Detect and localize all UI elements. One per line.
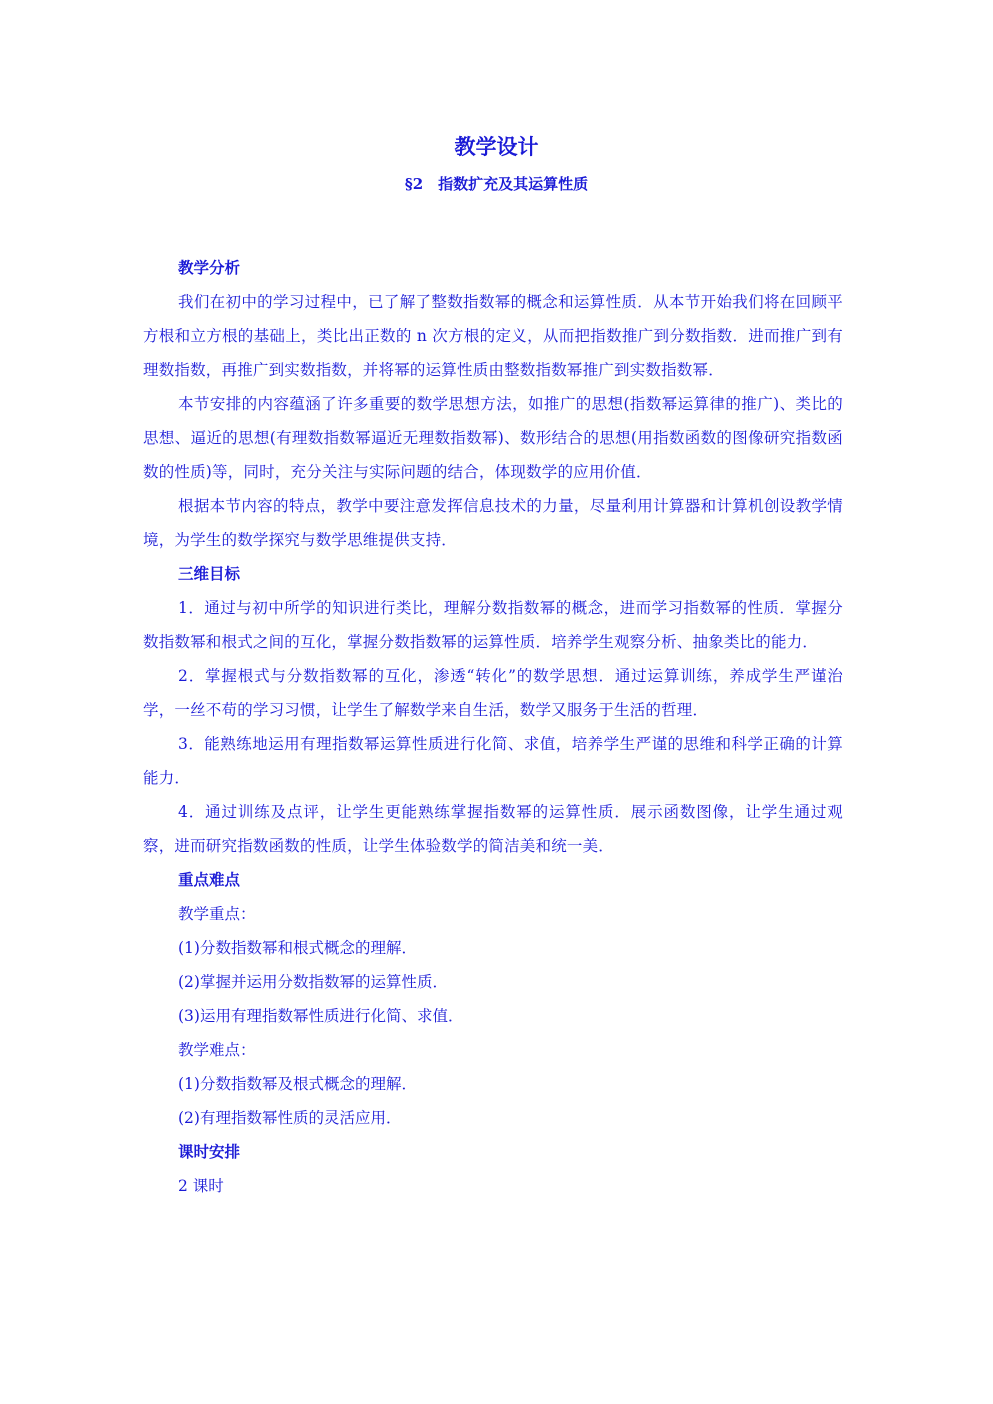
goal-1: 1．通过与初中所学的知识进行类比，理解分数指数幂的概念，进而学习指数幂的性质．掌握分数指数幂和根式之间的互化，掌握分数指数幂的运算性质．培养学生观察分析、抽象类比的能力． bbox=[143, 599, 843, 651]
analysis-paragraph-3: 根据本节内容的特点，教学中要注意发挥信息技术的力量，尽量利用计算器和计算机创设教学情境，为学生的数学探究与数学思维提供支持． bbox=[143, 497, 843, 549]
heading-schedule: 课时安排 bbox=[178, 1142, 241, 1161]
goal-4: 4．通过训练及点评，让学生更能熟练掌握指数幂的运算性质．展示函数图像，让学生通过观察，进而研究指数函数的性质，让学生体验数学的简洁美和统一美． bbox=[143, 803, 843, 855]
goal-3: 3．能熟练地运用有理指数幂运算性质进行化简、求值，培养学生严谨的思维和科学正确的计算能力． bbox=[143, 735, 843, 787]
goal-2: 2．掌握根式与分数指数幂的互化，渗透“转化”的数学思想．通过运算训练，养成学生严谨治学，一丝不苟的学习习惯，让学生了解数学来自生活，数学又服务于生活的哲理． bbox=[143, 667, 843, 719]
focus-item-1: (1)分数指数幂和根式概念的理解． bbox=[178, 939, 417, 957]
difficulty-label: 教学难点： bbox=[178, 1041, 256, 1059]
focus-item-2: (2)掌握并运用分数指数幂的运算性质． bbox=[178, 973, 448, 991]
heading-goals: 三维目标 bbox=[178, 564, 241, 583]
section-subtitle: §2 指数扩充及其运算性质 bbox=[404, 175, 589, 193]
heading-analysis: 教学分析 bbox=[178, 258, 241, 277]
schedule-text: 2 课时 bbox=[178, 1177, 224, 1195]
document-body bbox=[143, 251, 843, 1203]
heading-keypoints: 重点难点 bbox=[178, 870, 241, 889]
difficulty-item-1: (1)分数指数幂及根式概念的理解． bbox=[178, 1075, 417, 1093]
page-title: 教学设计 bbox=[454, 134, 539, 159]
analysis-paragraph-2: 本节安排的内容蕴涵了许多重要的数学思想方法，如推广的思想(指数幂运算律的推广)、类比的思想、逼近的思想(有理数指数幂逼近无理数指数幂)、数形结合的思想(用指数函数的图像研究指数函数的性质)等，同时，充分关注与实际问题的结合，体现数学的应用价值． bbox=[143, 395, 843, 481]
analysis-paragraph-1: 我们在初中的学习过程中，已了解了整数指数幂的概念和运算性质．从本节开始我们将在回顾平方根和立方根的基础上，类比出正数的 n 次方根的定义，从而把指数推广到分数指数．进而推广到有理数指数，再推广到实数指数，并将幂的运算性质由整数指数幂推广到实数指数幂． bbox=[143, 293, 843, 379]
focus-item-3: (3)运用有理指数幂性质进行化简、求值． bbox=[178, 1007, 464, 1025]
difficulty-item-2: (2)有理指数幂性质的灵活应用． bbox=[178, 1109, 402, 1127]
focus-label: 教学重点： bbox=[178, 905, 256, 923]
